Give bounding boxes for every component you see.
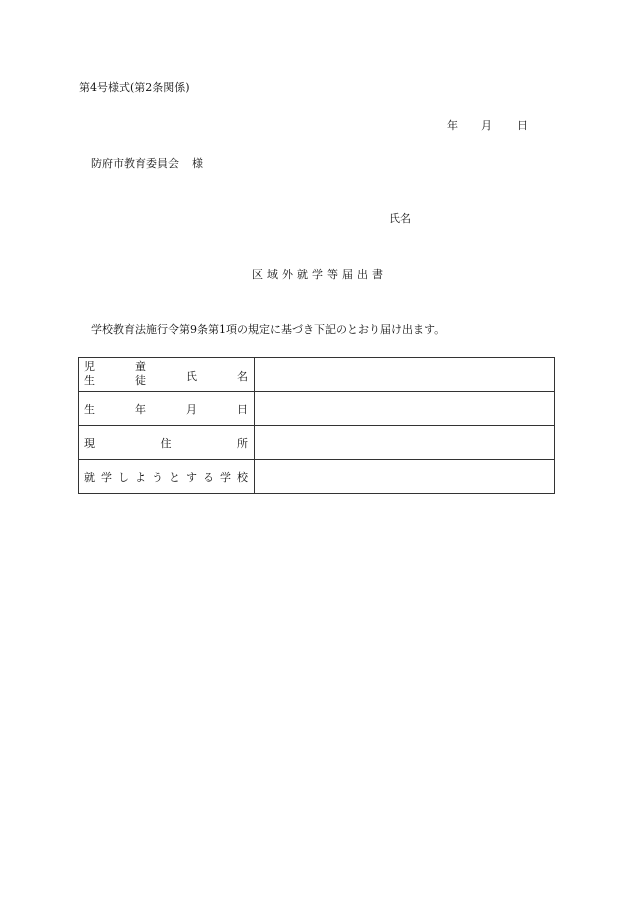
label-char: よ [135, 470, 146, 484]
table-row [79, 392, 555, 426]
form-number: 第4号様式(第2条関係) [79, 81, 190, 94]
child-name-input-cell[interactable] [255, 358, 555, 392]
label-char: 校 [237, 470, 248, 484]
label-char: る [203, 470, 214, 484]
label-char: す [186, 470, 197, 484]
child-name-label-cell [79, 358, 255, 392]
label-char: 生 [84, 402, 95, 416]
label-char: 生 [84, 374, 95, 387]
label-char: 日 [237, 402, 248, 416]
label-char: 学 [101, 470, 112, 484]
label-char: 年 [135, 402, 146, 416]
addressee [91, 157, 203, 171]
label-char: 学 [220, 470, 231, 484]
label-char: し [118, 470, 129, 484]
addressee-name: 防府市教育委員会 [91, 157, 179, 170]
label-char: と [169, 470, 180, 484]
table-row [79, 358, 555, 392]
label-char: 所 [237, 436, 248, 450]
label-char: 現 [84, 436, 95, 450]
applicant-name-label: 氏名 [389, 212, 411, 225]
address-label-cell [79, 426, 255, 460]
label-char: 住 [160, 436, 172, 450]
form-table [78, 357, 555, 494]
date-month-label: 月 [481, 119, 492, 132]
school-input-cell[interactable] [255, 460, 555, 494]
addressee-honorific: 様 [192, 157, 203, 170]
school-label-cell [79, 460, 255, 494]
label-char: 氏 [186, 370, 197, 383]
birthdate-input-cell[interactable] [255, 392, 555, 426]
body-text: 学校教育法施行令第9条第1項の規定に基づき下記のとおり届け出ます。 [91, 323, 446, 336]
label-char: 月 [186, 402, 197, 416]
label-char: 就 [84, 470, 95, 484]
table-row [79, 426, 555, 460]
address-input-cell[interactable] [255, 426, 555, 460]
document-title: 区域外就学等届出書 [252, 268, 387, 281]
date-day-label: 日 [517, 119, 528, 132]
birthdate-label-cell [79, 392, 255, 426]
date-line [447, 119, 528, 133]
table-row [79, 460, 555, 494]
date-year-label: 年 [447, 119, 458, 132]
label-char: 童 [135, 360, 146, 373]
label-char: 児 [84, 360, 95, 373]
label-char: 名 [237, 370, 248, 383]
label-char: 徒 [135, 374, 146, 387]
label-char: う [152, 470, 163, 484]
